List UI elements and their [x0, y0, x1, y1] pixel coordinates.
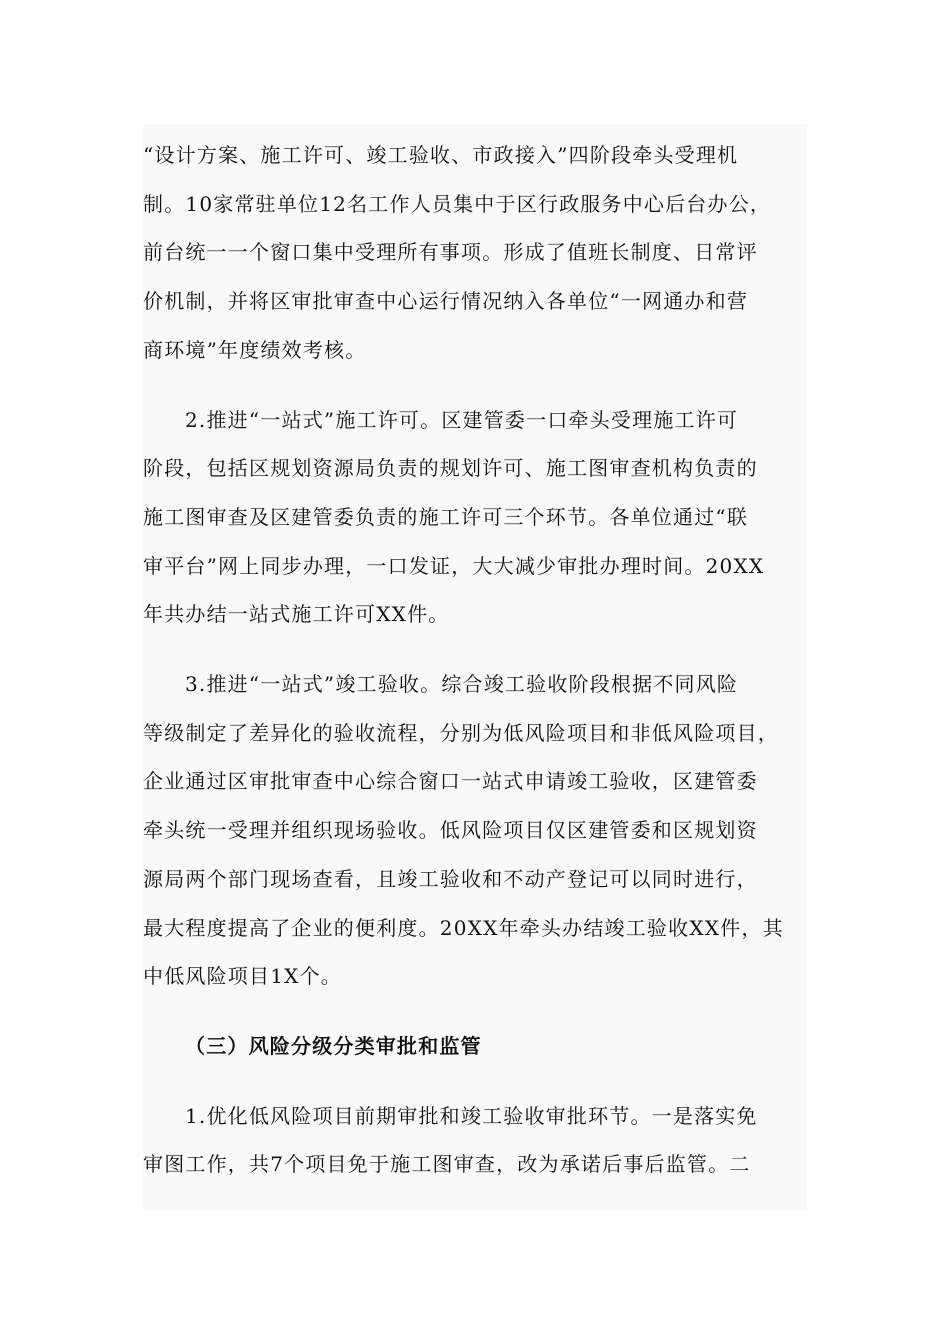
text-line: 年共办结一站式施工许可XX件。	[143, 602, 450, 627]
text-line: 审平台”网上同步办理，一口发证，大大减少审批办理时间。20XX	[143, 553, 765, 578]
text-line: 价机制，并将区审批审查中心运行情况纳入各单位“一网通办和营	[143, 289, 749, 314]
document-content	[143, 131, 807, 1189]
text-line: 制。10家常驻单位12名工作人员集中于区行政服务中心后台办公，	[143, 191, 772, 216]
text-line: 最大程度提高了企业的便利度。20XX年牵头办结竣工验收XX件，其	[143, 915, 784, 940]
section-heading-text: （三）风险分级分类审批和监管	[185, 1033, 482, 1058]
paragraph-low-risk-optimization	[143, 1092, 807, 1189]
text-line: 中低风险项目1X个。	[143, 964, 342, 989]
paragraph-stage-mechanism	[143, 131, 807, 375]
text-line: 商环境”年度绩效考核。	[143, 337, 367, 362]
section-heading-risk-classification	[143, 1022, 807, 1071]
text-line: 1.优化低风险项目前期审批和竣工验收审批环节。一是落实免	[185, 1103, 758, 1128]
text-line: 施工图审查及区建管委负责的施工许可三个环节。各单位通过“联	[143, 504, 749, 529]
text-line: 源局两个部门现场查看，且竣工验收和不动产登记可以同时进行，	[143, 866, 758, 891]
paragraph-completion-acceptance	[143, 660, 807, 1001]
text-line: 企业通过区审批审查中心综合窗口一站式申请竣工验收，区建管委	[143, 769, 758, 794]
text-line: 3.推进“一站式”竣工验收。综合竣工验收阶段根据不同风险	[185, 672, 739, 697]
text-line: 审图工作，共7个项目免于施工图审查，改为承诺后事后监管。二	[143, 1152, 751, 1177]
text-line: 2.推进“一站式”施工许可。区建管委一口牵头受理施工许可	[185, 407, 739, 432]
text-line: 阶段，包括区规划资源局负责的规划许可、施工图审查机构负责的	[143, 456, 758, 481]
text-line: 等级制定了差异化的验收流程，分别为低风险项目和非低风险项目，	[143, 720, 779, 745]
paragraph-construction-permit	[143, 396, 807, 640]
text-line: 前台统一一个窗口集中受理所有事项。形成了值班长制度、日常评	[143, 240, 758, 265]
text-line: “设计方案、施工许可、竣工验收、市政接入”四阶段牵头受理机	[143, 143, 739, 167]
text-line: 牵头统一受理并组织现场验收。低风险项目仅区建管委和区规划资	[143, 818, 758, 843]
